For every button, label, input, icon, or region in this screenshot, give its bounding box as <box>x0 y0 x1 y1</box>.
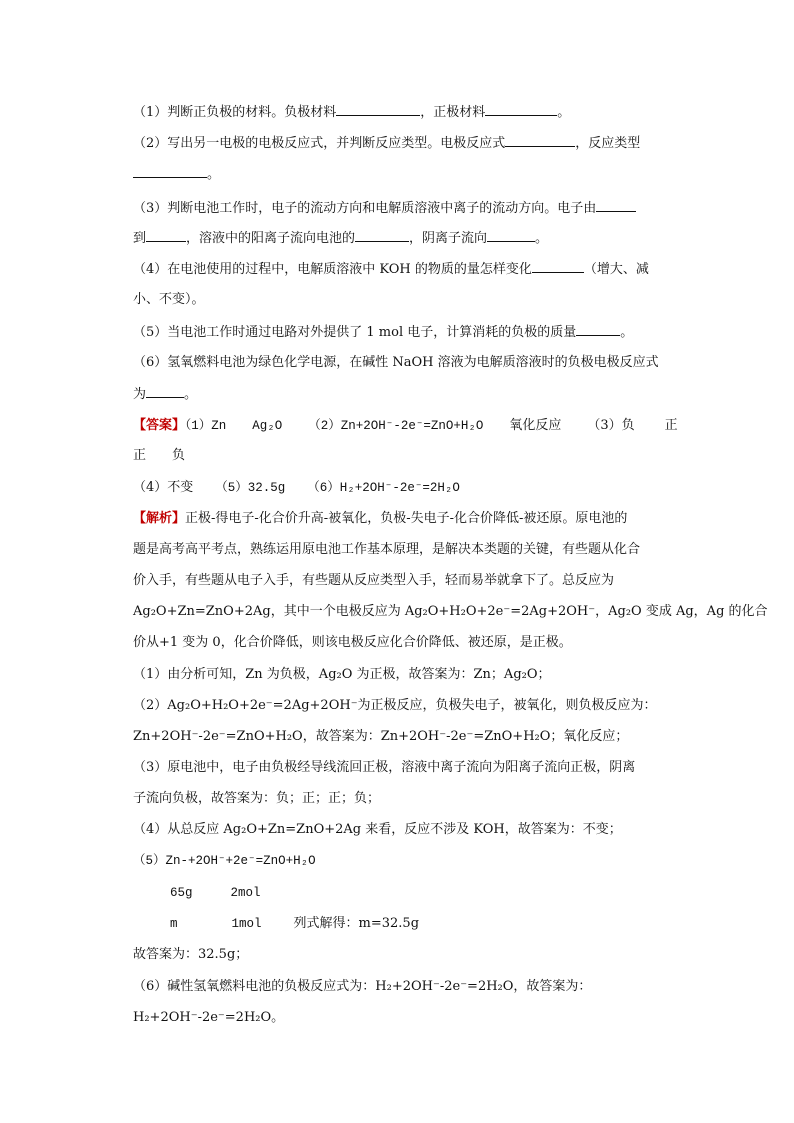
answer-part: 正 <box>133 448 147 463</box>
analysis-step-5-answer <box>133 946 248 964</box>
analysis-step-3-cont <box>133 790 380 808</box>
analysis-line-2 <box>133 541 640 559</box>
answer-blank <box>146 385 184 398</box>
question-2 <box>133 134 640 153</box>
answer-blank <box>576 323 620 336</box>
analysis-text: 2mol <box>230 886 261 900</box>
q4-text: （4）在电池使用的过程中，电解质溶液中 KOH 的物质的量怎样变化 <box>133 262 532 277</box>
analysis-line-1 <box>133 510 627 528</box>
q1-text: （1）判断正负极的材料。负极材料 <box>133 105 337 120</box>
question-3-cont <box>133 229 548 248</box>
analysis-text: 价入手，有些题从电子入手，有些题从反应类型入手，轻而易举就拿下了。总反应为 <box>133 573 615 588</box>
q4-text-2: （增大、减 <box>583 262 649 277</box>
q3-text-3: ，溶液中的阳离子流向电池的 <box>186 231 356 246</box>
analysis-step-2 <box>133 697 657 715</box>
question-6-cont <box>133 385 197 404</box>
answer-part: （2）Zn+2OH⁻-2e⁻=ZnO+H₂O <box>308 419 484 433</box>
analysis-text: （5）Zn-+2OH⁻+2e⁻=ZnO+H₂O <box>133 854 316 868</box>
analysis-text: m <box>170 917 178 931</box>
question-6 <box>133 354 659 372</box>
answer-line-3 <box>133 479 460 497</box>
q3-text-4: ，阴离子流向 <box>409 231 488 246</box>
answer-part: （5）32.5g <box>215 481 286 495</box>
q6-text-3: 。 <box>184 387 198 402</box>
q2-text-2: ，反应类型 <box>575 136 641 151</box>
analysis-step-3 <box>133 759 635 777</box>
analysis-step-5 <box>133 852 316 870</box>
analysis-text: 故答案为：32.5g； <box>133 947 249 962</box>
analysis-step-2-cont <box>133 728 628 746</box>
question-3 <box>133 199 636 218</box>
analysis-text: 题是高考高平考点，熟练运用原电池工作基本原理，是解决本类题的关键，有些题从化合 <box>133 542 641 557</box>
answer-part: 负 <box>172 448 186 463</box>
analysis-text: Ag₂O+Zn=ZnO+2Ag，其中一个电极反应为 Ag₂O+H₂O+2e⁻=2Ag+2OH⁻，Ag₂O 变成 Ag，Ag 的化合 <box>133 604 768 619</box>
analysis-label: 【解析】 <box>133 511 186 526</box>
analysis-text: （1）由分析可知，Zn 为负极，Ag₂O 为正极，故答案为：Zn；Ag₂O； <box>133 667 551 682</box>
question-1 <box>133 103 570 122</box>
analysis-line-5 <box>133 634 572 652</box>
answer-part: Ag₂O <box>252 419 283 433</box>
answer-part: （3）负 <box>587 418 635 433</box>
answer-part: 正 <box>664 418 678 433</box>
analysis-text: 列式解得：m=32.5g <box>293 916 420 931</box>
analysis-text: 正极-得电子-化合价升高-被氧化，负极-失电子-化合价降低-被还原。原电池的 <box>185 511 628 526</box>
analysis-text: Zn+2OH⁻-2e⁻=ZnO+H₂O，故答案为：Zn+2OH⁻-2e⁻=ZnO+H₂O；氧化反应； <box>133 729 629 744</box>
answer-part: 氧化反应 <box>509 418 562 433</box>
answer-blank <box>532 260 584 273</box>
q3-text: （3）判断电池工作时，电子的流动方向和电解质溶液中离子的流动方向。电子由 <box>133 201 597 216</box>
analysis-text: 1mol <box>231 917 262 931</box>
q1-text-3: 。 <box>557 105 571 120</box>
question-4 <box>133 260 649 279</box>
analysis-text: （6）碱性氢氧燃料电池的负极反应式为：H₂+2OH⁻-2e⁻=2H₂O，故答案为： <box>133 979 592 994</box>
answer-blank <box>146 229 186 242</box>
analysis-text: （4）从总反应 Ag₂O+Zn=ZnO+2Ag 来看，反应不涉及 KOH，故答案为：不变； <box>133 822 622 837</box>
answer-blank <box>505 134 575 147</box>
analysis-step-5-row-2 <box>170 915 419 933</box>
question-4-cont <box>133 291 205 309</box>
q3-text-5: 。 <box>535 231 549 246</box>
q5-text: （5）当电池工作时通过电路对外提供了 1 mol 电子，计算消耗的负极的质量 <box>133 325 577 340</box>
q4-text-3: 小、不变）。 <box>133 292 205 307</box>
answer-line-2 <box>133 447 185 465</box>
analysis-step-1 <box>133 666 551 684</box>
answer-blank <box>336 103 420 116</box>
answer-blank <box>485 103 557 116</box>
answer-line-1 <box>133 417 678 435</box>
q5-text-2: 。 <box>620 325 634 340</box>
analysis-text: 65g <box>170 886 193 900</box>
analysis-step-4 <box>133 821 622 839</box>
question-2-cont <box>133 165 220 184</box>
analysis-text: （3）原电池中，电子由负极经导线流回正极，溶液中离子流向为阳离子流向正极，阴离 <box>133 760 636 775</box>
answer-blank <box>355 229 409 242</box>
analysis-line-3 <box>133 572 614 590</box>
answer-part: （6）H₂+2OH⁻-2e⁻=2H₂O <box>307 481 460 495</box>
analysis-text: （2）Ag₂O+H₂O+2e⁻=2Ag+2OH⁻为正极反应，负极失电子，被氧化，则负极反应为： <box>133 698 657 713</box>
q2-text-3: 。 <box>207 167 221 182</box>
q1-text-2: ，正极材料 <box>420 105 486 120</box>
q6-text: （6）氢氧燃料电池为绿色化学电源，在碱性 NaOH 溶液为电解质溶液时的负极电极反应式 <box>133 355 659 370</box>
analysis-line-4 <box>133 603 768 621</box>
analysis-text: 价从+1 变为 0，化合价降低，则该电极反应化合价降低、被还原，是正极。 <box>133 635 572 650</box>
q2-text: （2）写出另一电极的电极反应式，并判断反应类型。电极反应式 <box>133 136 506 151</box>
q6-text-2: 为 <box>133 387 147 402</box>
answer-blank <box>487 229 535 242</box>
analysis-step-6-cont <box>133 1009 284 1027</box>
answer-part: （1）Zn <box>185 419 227 433</box>
analysis-text: 子流向负极，故答案为：负；正；正；负； <box>133 791 381 806</box>
answer-blank <box>596 199 636 212</box>
analysis-text: H₂+2OH⁻-2e⁻=2H₂O。 <box>133 1010 285 1025</box>
analysis-step-6 <box>133 978 591 996</box>
answer-part: （4）不变 <box>133 480 194 495</box>
answer-blank <box>133 165 207 178</box>
q3-text-2: 到 <box>133 231 147 246</box>
answer-label: 【答案】 <box>133 418 186 433</box>
question-5 <box>133 323 633 342</box>
analysis-step-5-row-1 <box>170 884 261 902</box>
